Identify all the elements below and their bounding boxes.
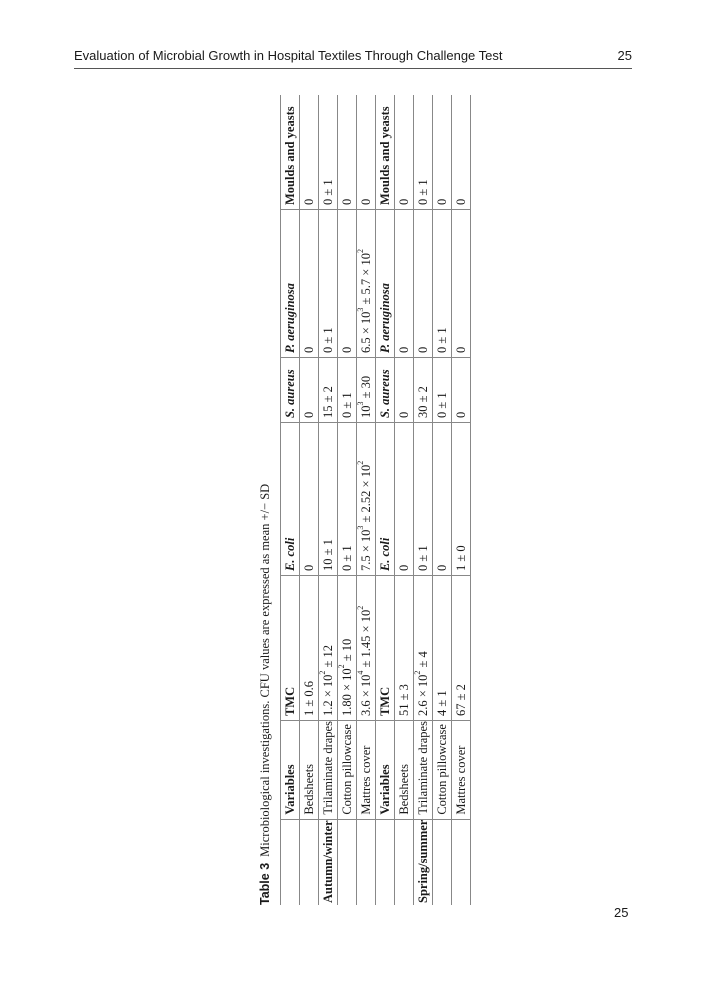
- saureus-cell: $10^3 \pm 30$: [357, 358, 376, 423]
- paeruginosa-cell: $6.5 \times 10^3 \pm 5.7 \times 10^2$: [357, 210, 376, 358]
- ecoli-cell: $7.5 \times 10^3 \pm 2.52 \times 10^2$: [357, 423, 376, 576]
- moulds-cell: 0 ± 1: [414, 95, 433, 210]
- table-3-rotated: [258, 95, 468, 905]
- tmc-cell: 51 ± 3: [395, 576, 414, 721]
- season-cell: [338, 819, 357, 905]
- moulds-cell: 0: [452, 95, 471, 210]
- data-table: [280, 95, 471, 905]
- table-row: [452, 95, 471, 905]
- moulds-cell: 0: [338, 95, 357, 210]
- tmc-cell: $1.2 \times 10^2 \pm 12$: [319, 576, 338, 721]
- tmc-cell: $1.80 \times 10^2 \pm 10$: [338, 576, 357, 721]
- variable-cell: Cotton pillowcase: [433, 721, 452, 820]
- col-header-tmc: TMC: [376, 576, 395, 721]
- season-cell: [357, 819, 376, 905]
- table-caption-text: Microbiological investigations. CFU values are expressed as mean +/− SD: [258, 483, 272, 857]
- variable-cell: Trilaminate drapes: [319, 721, 338, 820]
- season-cell: [300, 819, 319, 905]
- tmc-cell: 67 ± 2: [452, 576, 471, 721]
- variable-cell: Bedsheets: [300, 721, 319, 820]
- ecoli-cell: 0 ± 1: [414, 423, 433, 576]
- table-row: [357, 95, 376, 905]
- saureus-cell: 0 ± 1: [338, 358, 357, 423]
- variable-cell: Cotton pillowcase: [338, 721, 357, 820]
- paeruginosa-cell: 0: [395, 210, 414, 358]
- season-cell: [281, 819, 300, 905]
- moulds-cell: 0: [395, 95, 414, 210]
- season-cell: [452, 819, 471, 905]
- season-cell: Spring/summer: [414, 819, 433, 905]
- saureus-cell: 0: [452, 358, 471, 423]
- table-row: [338, 95, 357, 905]
- saureus-cell: 15 ± 2: [319, 358, 338, 423]
- col-header-ecoli: E. coli: [376, 423, 395, 576]
- col-header-tmc: TMC: [281, 576, 300, 721]
- col-header-ecoli: E. coli: [281, 423, 300, 576]
- saureus-cell: 0 ± 1: [433, 358, 452, 423]
- ecoli-cell: 0: [433, 423, 452, 576]
- paeruginosa-cell: 0: [452, 210, 471, 358]
- col-header-paeruginosa: P. aeruginosa: [281, 210, 300, 358]
- table-row: [319, 95, 338, 905]
- paeruginosa-cell: 0: [300, 210, 319, 358]
- moulds-cell: 0: [433, 95, 452, 210]
- col-header-paeruginosa: P. aeruginosa: [376, 210, 395, 358]
- moulds-cell: 0: [300, 95, 319, 210]
- table-header-row: [376, 95, 395, 905]
- running-head-title: Evaluation of Microbial Growth in Hospital Textiles Through Challenge Test: [74, 48, 503, 63]
- paeruginosa-cell: 0 ± 1: [319, 210, 338, 358]
- variable-cell: Trilaminate drapes: [414, 721, 433, 820]
- ecoli-cell: 0: [395, 423, 414, 576]
- variable-cell: Mattres cover: [357, 721, 376, 820]
- table-row: [433, 95, 452, 905]
- ecoli-cell: 1 ± 0: [452, 423, 471, 576]
- page-number: 25: [614, 905, 629, 920]
- running-head: [74, 46, 632, 69]
- moulds-cell: 0 ± 1: [319, 95, 338, 210]
- saureus-cell: 0: [395, 358, 414, 423]
- season-cell: [433, 819, 452, 905]
- table-row: [395, 95, 414, 905]
- paeruginosa-cell: 0: [338, 210, 357, 358]
- paeruginosa-cell: 0 ± 1: [433, 210, 452, 358]
- tmc-cell: 4 ± 1: [433, 576, 452, 721]
- col-header-saureus: S. aureus: [376, 358, 395, 423]
- tmc-cell: 1 ± 0.6: [300, 576, 319, 721]
- table-row: [414, 95, 433, 905]
- tmc-cell: $2.6 \times 10^2 \pm 4$: [414, 576, 433, 721]
- ecoli-cell: 10 ± 1: [319, 423, 338, 576]
- table-row: [300, 95, 319, 905]
- col-header-moulds: Moulds and yeasts: [376, 95, 395, 210]
- saureus-cell: 0: [300, 358, 319, 423]
- season-cell: [376, 819, 395, 905]
- table-caption: [258, 484, 278, 905]
- running-head-page: 25: [617, 48, 632, 63]
- moulds-cell: 0: [357, 95, 376, 210]
- variable-cell: Mattres cover: [452, 721, 471, 820]
- ecoli-cell: 0 ± 1: [338, 423, 357, 576]
- ecoli-cell: 0: [300, 423, 319, 576]
- season-cell: [395, 819, 414, 905]
- season-cell: Autumn/winter: [319, 819, 338, 905]
- saureus-cell: 30 ± 2: [414, 358, 433, 423]
- table-header-row: [281, 95, 300, 905]
- paeruginosa-cell: 0: [414, 210, 433, 358]
- variable-cell: Bedsheets: [395, 721, 414, 820]
- col-header-moulds: Moulds and yeasts: [281, 95, 300, 210]
- col-header-saureus: S. aureus: [281, 358, 300, 423]
- col-header-variables: Variables: [376, 721, 395, 820]
- tmc-cell: $3.6 \times 10^4 \pm 1.45 \times 10^2$: [357, 576, 376, 721]
- table-label: Table 3: [258, 862, 272, 905]
- col-header-variables: Variables: [281, 721, 300, 820]
